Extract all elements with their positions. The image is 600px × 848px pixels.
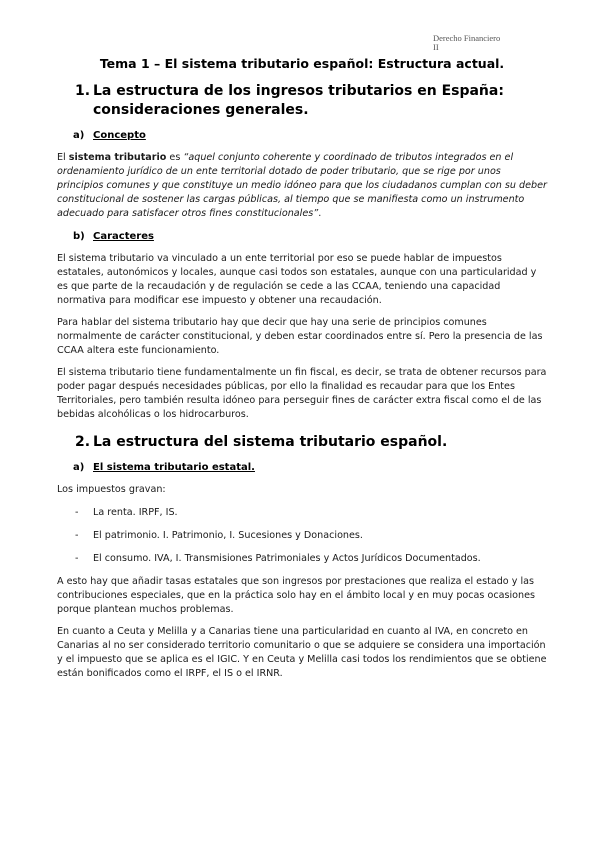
list-item-text: El patrimonio. I. Patrimonio, I. Sucesiones y Donaciones. (93, 530, 363, 541)
list-item-text: La renta. IRPF, IS. (93, 507, 178, 518)
bullet-dash: - (75, 530, 79, 541)
tax-list (57, 506, 547, 566)
paragraph: A esto hay que añadir tasas estatales que son ingresos por prestaciones que realiza el estado y las contribuciones especiales, que en la práctica solo hay en el ámbito local y en muy pocas ocasiones porque plantean muchos problemas. (57, 576, 536, 615)
document-body (57, 56, 547, 689)
page-header (433, 34, 553, 52)
subsection-1a-heading (57, 129, 547, 142)
paragraph: El sistema tributario va vinculado a un ente territorial por eso se puede hablar de impuestos estatales, autonómicos y locales, aunque casi todos son estatales, aunque con una particularidad y es que parte de la recaudación y de regulación se cede a las CCAA, teniendo una capacidad normativa para modificar ese impuesto y obtener una recaudación. (57, 253, 537, 306)
list-intro: Los impuestos gravan: (57, 484, 166, 495)
section-2-title: La estructura del sistema tributario español. (93, 434, 448, 450)
subsection-1a-letter: a) (73, 130, 85, 141)
concept-paragraph (57, 151, 547, 221)
header-course: Derecho Financiero (433, 33, 501, 43)
paragraph: El sistema tributario tiene fundamentalmente un fin fiscal, es decir, se trata de obtener recursos para poder pagar después necesidades públicas, por ello la finalidad es recaudar para que los Entes Territoriales, pero también resulta idóneo para perseguir fines de carácter extra fiscal como el de las bebidas alcohólicas o los hidrocarburos. (57, 367, 547, 420)
subsection-1a-title: Concepto (93, 130, 146, 141)
subsection-2a-heading (57, 461, 547, 474)
concept-prefix: El (57, 152, 69, 163)
list-item (57, 506, 547, 520)
bullet-dash: - (75, 507, 79, 518)
section-2-heading (57, 433, 547, 452)
section-1-heading (57, 82, 547, 120)
section-1-title: La estructura de los ingresos tributarios en España: consideraciones generales. (93, 83, 504, 118)
section-1-number: 1. (75, 83, 91, 99)
concept-mid: es (166, 152, 184, 163)
list-item-text: El consumo. IVA, I. Transmisiones Patrimoniales y Actos Jurídicos Documentados. (93, 553, 481, 564)
page-title: Tema 1 – El sistema tributario español: Estructura actual. (99, 56, 505, 71)
header-part: II (433, 42, 439, 52)
list-item (57, 529, 547, 543)
paragraph: En cuanto a Ceuta y Melilla y a Canarias tiene una particularidad en cuanto al IVA, en concreto en Canarias al no ser considerado territorio comunitario o que se adquiere se considera una importación y el impuesto que se aplica es el IGIC. Y en Ceuta y Melilla casi todos los rendimientos que se obtiene están bonificados como el IRPF, el IS o el IRNR. (57, 626, 547, 679)
paragraph: Para hablar del sistema tributario hay que decir que hay una serie de principios comunes normalmente de carácter constitucional, y deben estar coordinados entre sí. Pero la presencia de las CCAA altera este funcionamiento. (57, 317, 543, 356)
subsection-1b-title: Caracteres (93, 231, 154, 242)
concept-suffix: . (318, 208, 322, 219)
subsection-2a-title: El sistema tributario estatal. (93, 462, 255, 473)
bullet-dash: - (75, 553, 79, 564)
subsection-1b-heading (57, 230, 547, 243)
concept-term: sistema tributario (68, 152, 167, 163)
subsection-2a-letter: a) (73, 462, 85, 473)
list-item (57, 552, 547, 566)
subsection-1b-letter: b) (73, 231, 85, 242)
concept-quote: “aquel conjunto coherente y coordinado de tributos integrados en el ordenamiento jurídico de un ente territorial dotado de poder tributario, que se rige por unos principios comunes y que constituye un medio idóneo para que los ciudadanos cumplan con su deber constitucional de sostener las cargas públicas, al tiempo que se manifiesta como un instrumento adecuado para satisfacer otros fines constitucionales” (57, 152, 547, 219)
section-2-number: 2. (75, 434, 91, 450)
